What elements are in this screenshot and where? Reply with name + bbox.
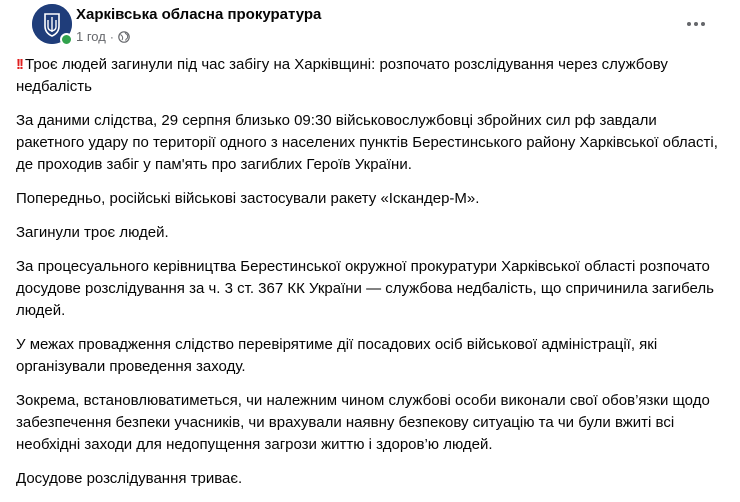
globe-icon[interactable] [118,31,130,43]
post-title: Троє людей загинули під час забігу на Харківщині: розпочато розслідування через службову недбалість [16,56,668,95]
online-status-dot [60,33,73,46]
page-name-link[interactable]: Харківська обласна прокуратура [76,6,322,23]
post-paragraph: Попередньо, російські військові застосували ракету «Іскандер-М». [16,190,480,207]
post-meta [76,29,130,44]
post-text [16,54,724,502]
post-paragraph: За даними слідства, 29 серпня близько 09:30 військовослужбовці збройних сил рф завдали ракетного удару по території одного з населених пунктів Берестинського району Харківської області, де проходив забіг у пам'ять про загиблих Героїв України. [16,112,718,173]
more-options-button[interactable] [684,12,708,36]
more-options-dot [701,22,705,26]
post-time[interactable]: 1 год [76,29,106,44]
post-paragraph: Зокрема, встановлюватиметься, чи належним чином службові особи виконали свої обов’язки щодо забезпечення безпеки учасників, чи врахували наявну безпекову ситуацію та чи були вжиті всі необхідні заходи для недопущення загрози життю і здоров’ю людей. [16,392,710,453]
post-paragraph: Загинули троє людей. [16,224,169,241]
post-paragraph: У межах провадження слідство перевірятиме дії посадових осіб військової адміністрації, які організували проведення заходу. [16,336,658,375]
more-options-icon [687,22,691,26]
double-exclamation-icon: !! [16,56,22,73]
more-options-dot [694,22,698,26]
meta-separator: · [109,29,114,44]
post-title-paragraph [16,54,724,98]
post-paragraph: За процесуального керівництва Берестинської окружної прокуратури Харківської області розпочато досудове розслідування за ч. 3 ст. 367 КК України — службова недбалість, що спричинила загибель людей. [16,258,714,319]
post-header [16,0,724,52]
post-paragraph: Досудове розслідування триває. [16,470,243,487]
